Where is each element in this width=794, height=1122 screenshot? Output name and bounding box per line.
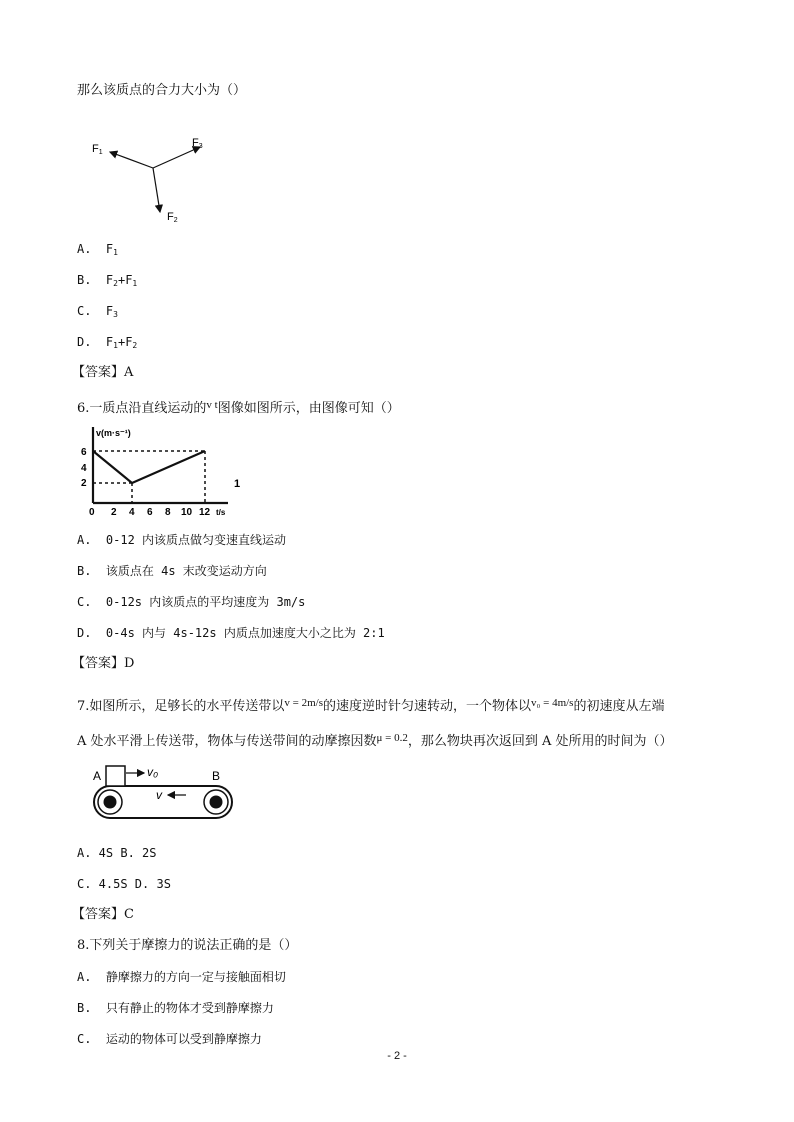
option-c: C. 0-12s 内该质点的平均速度为 3m/s <box>77 595 306 609</box>
page-number: - 2 - <box>387 1050 407 1062</box>
label-f3: F3 <box>192 137 203 150</box>
option-b: B. 只有静止的物体才受到静摩擦力 <box>77 1001 274 1015</box>
x-tick: 0 <box>89 507 95 517</box>
label-a: A <box>93 769 102 783</box>
x-tick: 4 <box>129 507 135 517</box>
label-v0: v₀ <box>147 765 159 779</box>
answer: 【答案】C <box>72 907 134 922</box>
right-pulley-hub <box>210 796 223 809</box>
left-pulley-hub <box>104 796 117 809</box>
options-row: C. 4.5S D. 3S <box>77 877 171 891</box>
option-d: D. $F_1+F_2$ <box>77 335 138 350</box>
velocity-line <box>93 451 205 483</box>
question-stem: 8.下列关于摩擦力的说法正确的是（） <box>77 938 298 953</box>
vt-graph <box>78 425 248 517</box>
answer: 【答案】D <box>72 656 135 671</box>
conveyor-diagram <box>88 762 248 826</box>
option-c: C. $F_3$ <box>77 304 118 319</box>
block <box>106 766 125 786</box>
answer: 【答案】A <box>72 365 134 380</box>
options-row: A. 4S B. 2S <box>77 846 157 860</box>
x-tick: 12 <box>199 507 211 517</box>
y-tick: 6 <box>81 447 87 458</box>
label-b: B <box>212 769 221 783</box>
force-diagram <box>88 128 208 224</box>
question-stem-cont: A 处水平滑上传送带，物体与传送带间的动摩擦因数$^{\mu = 0.2}$，那么物块再次返回到 A 处所用的时间为（） <box>77 732 673 749</box>
x-tick: 10 <box>181 507 193 517</box>
option-b: B. $F_2+F_1$ <box>77 273 138 288</box>
x-tick: 6 <box>147 507 153 517</box>
label-f2: F2 <box>167 211 178 224</box>
option-a: A. 0-12 内该质点做匀变速直线运动 <box>77 533 287 547</box>
y-tick: 2 <box>81 478 87 489</box>
y-axis-title: v(m·s⁻¹) <box>96 428 131 438</box>
side-mark: 1 <box>234 478 241 490</box>
option-c: C. 运动的物体可以受到静摩擦力 <box>77 1032 262 1046</box>
force-vector-f2 <box>153 168 160 212</box>
x-axis-unit: t/s <box>216 508 226 517</box>
question-stem: 6.一质点沿直线运动的$^{v t}$图像如图所示，由图像可知（） <box>77 399 400 416</box>
label-f1: F1 <box>92 143 103 156</box>
option-a: A. 静摩擦力的方向一定与接触面相切 <box>77 970 286 984</box>
label-v: v <box>156 788 162 802</box>
option-b: B. 该质点在 4s 末改变运动方向 <box>77 564 267 578</box>
force-vector-f1 <box>110 152 153 168</box>
x-tick: 8 <box>165 507 171 517</box>
x-tick: 2 <box>111 507 117 517</box>
force-vector-f3 <box>153 147 200 168</box>
y-tick: 4 <box>81 463 87 474</box>
option-d: D. 0-4s 内与 4s-12s 内质点加速度大小之比为 2:1 <box>77 626 385 640</box>
question-stem: 那么该质点的合力大小为（） <box>77 83 247 98</box>
option-a: A. $F_1$ <box>77 242 118 257</box>
question-stem: 7.如图所示，足够长的水平传送带以$^{v = 2m/s}$的速度逆时针匀速转动，一个物体以$^{v_0 = 4m/s}$的初速度从左端 <box>77 697 665 714</box>
